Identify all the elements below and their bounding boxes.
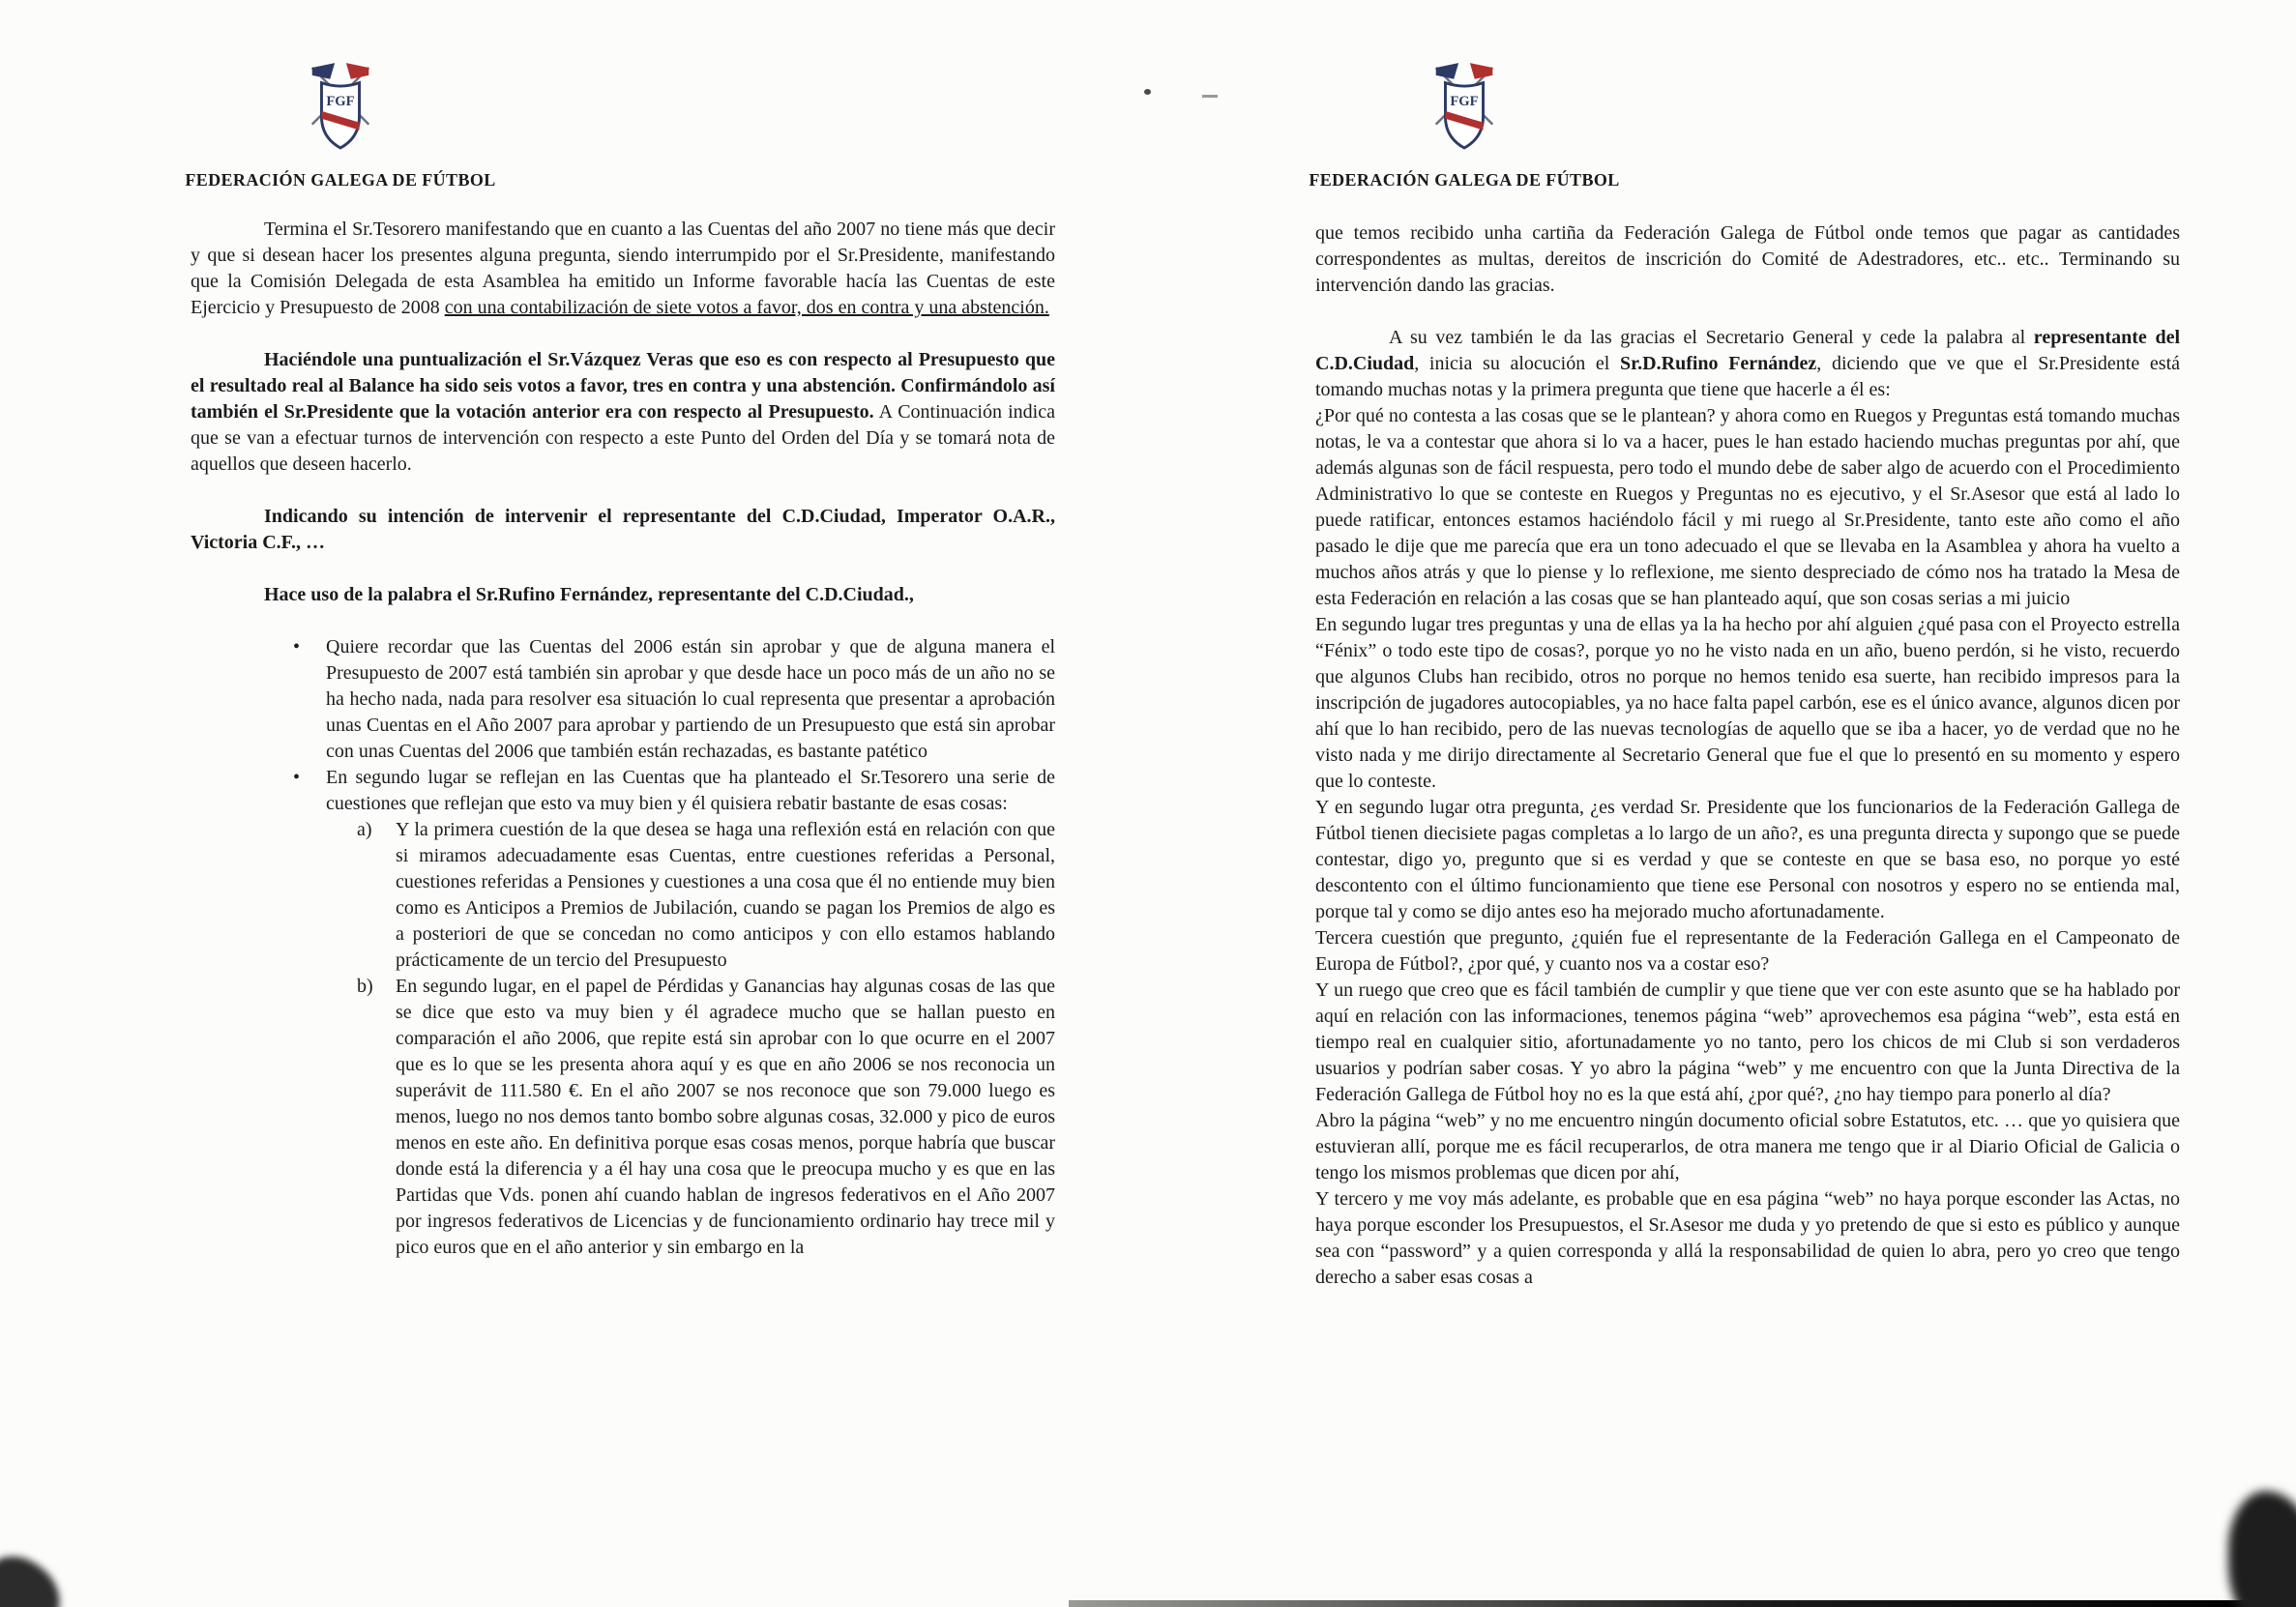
text-run: , diciendo que ve que el Sr.Presidente está tomando muchas notas y la primera pregunta que tiene que hacerle a él es: bbox=[1315, 353, 2181, 400]
text-run: Tercera cuestión que pregunto, ¿quién fue el representante de la Federación Gallega en el Campeonato de Europa de Fútbol?, ¿por qué, y cuanto nos va a costar eso? bbox=[1315, 927, 2180, 975]
paragraph bbox=[191, 217, 1055, 321]
paragraph bbox=[1315, 795, 2180, 925]
text-run: Sr.D.Rufino Fernández bbox=[1620, 353, 1817, 374]
text-run: Termina el Sr.Tesorero manifestando que en cuanto a las Cuentas del año 2007 no tiene más que decir y que si desean hacer los presentes alguna pregunta, siendo interrumpido por el Sr.Presidente, manifestando que la Comisión Delegada de esta Asamblea ha emitido un Informe favorable hacía las Cuentas de este Ejercicio y Presupuesto de 2008 bbox=[191, 219, 1055, 318]
text-run: Quiere recordar que las Cuentas del 2006 están sin aprobar y que de alguna manera el Presupuesto de 2007 está también sin aprobar y que desde hace un poco más de un año no se ha hecho nada, nada para resolver esa situación lo cual representa que presentar a aprobación unas Cuentas en el Año 2007 para aprobar y partiendo de un Presupuesto que está sin aprobar con unas Cuentas del 2006 que también están rechazadas, es bastante patético bbox=[326, 636, 1055, 762]
text-run: Y la primera cuestión de la que desea se haga una reflexión está en relación con que si miramos adecuadamente esas Cuentas, entre cuestiones referidas a Personal, cuestiones referidas a Pensiones y cuestiones a una cosa que él no entiende muy bien como es Anticipos a Premios de Jubilación, cuando se pagan los Premios de algo es a posteriori de que se concedan no como anticipos y con ello estamos hablando prácticamente de un tercio del Presupuesto bbox=[396, 819, 1055, 971]
text-run: que temos recibido unha cartiña da Federación Galega de Fútbol onde temos que pagar as cantidades correspondentes as multas, dereitos de inscrición do Comité de Adestradores, etc.. etc.. Terminando su intervención dando las gracias. bbox=[1315, 222, 2180, 296]
org-name: FEDERACIÓN GALEGA DE FÚTBOL bbox=[185, 170, 496, 190]
bullet-marker: • bbox=[293, 767, 301, 788]
paragraph bbox=[191, 504, 1055, 556]
bullet-item bbox=[191, 634, 1055, 765]
text-run: Y en segundo lugar otra pregunta, ¿es verdad Sr. Presidente que los funcionarios de la Federación Gallega de Fútbol tienen diecisiete pagas completas a lo largo de un año?, es una pregunta directa y supongo que se puede contestar, digo yo, pregunto que si es verdad y que se conteste en que se basa eso, no porque yo esté descontento con el último funcionamiento que tiene ese Personal con nosotros y espero no se entienda mal, porque tal y como se dijo antes eso ha mejorado mucho afortunadamente. bbox=[1315, 797, 2180, 922]
paragraph bbox=[191, 347, 1055, 478]
scan-artifact-top-dot bbox=[1144, 89, 1151, 95]
paragraph bbox=[1315, 325, 2180, 403]
paragraph bbox=[1315, 978, 2180, 1108]
paragraph bbox=[1315, 612, 2180, 795]
bullet-item bbox=[191, 765, 1055, 817]
text-run: Hace uso de la palabra el Sr.Rufino Fernández, representante del C.D.Ciudad., bbox=[264, 584, 914, 605]
paragraph bbox=[1315, 403, 2180, 612]
fgf-crest-icon bbox=[1425, 54, 1504, 162]
text-run: ¿Por qué no contesta a las cosas que se le plantean? y ahora como en Ruegos y Preguntas está tomando muchas notas, le va a contestar que ahora si lo va a hacer, pues le han estado haciendo muchas preguntas por ahí, que además algunas son de fácil respuesta, pero todo el mundo debe de saber algo de acuerdo con el Procedimiento Administrativo lo que se conteste en Ruegos y Preguntas no es ejecutivo, y el Sr.Asesor que está al lado lo puede ratificar, entonces estamos haciéndolo fácil y mi ruego al Sr.Presidente, tanto este año como el año pasado le dije que me parecía que era un tono adecuado el que se llevaba en la Asamblea y ahora ha vuelto a muchos años atrás y que lo piense y lo reflexione, me siento despreciado de cómo nos ha tratado la Mesa de esta Federación en relación a las cosas que se han planteado aquí, que son cosas serias a mi juicio bbox=[1315, 405, 2180, 609]
text-run: A Continuación indica que se van a efectuar turnos de intervención con respecto a este Punto del Orden del Día y se tomará nota de aquellos que deseen hacerlo. bbox=[191, 401, 1055, 475]
page-right-body bbox=[1315, 220, 2180, 1291]
svg-text:FGF: FGF bbox=[1450, 94, 1479, 110]
page-right bbox=[1148, 0, 2296, 1607]
org-name: FEDERACIÓN GALEGA DE FÚTBOL bbox=[1309, 170, 1620, 190]
text-run: Indicando su intención de intervenir el representante del C.D.Ciudad, Imperator O.A.R., Victoria C.F., … bbox=[191, 506, 1055, 553]
svg-text:FGF: FGF bbox=[326, 94, 355, 110]
paragraph bbox=[191, 582, 1055, 608]
lettered-item bbox=[191, 817, 1055, 974]
paragraph bbox=[1315, 925, 2180, 978]
text-run: Y tercero y me voy más adelante, es probable que en esa página “web” no haya porque esconder las Actas, no haya porque esconder los Presupuestos, el Sr.Asesor me duda y yo pretendo de que si esto es público y aunque sea con “password” y a quien corresponda y allá la responsabilidad de quien lo abra, pero yo creo que tengo derecho a saber esas cosas a bbox=[1315, 1188, 2180, 1288]
bullet-marker: • bbox=[293, 636, 301, 657]
scan-artifact-top-dash bbox=[1202, 95, 1218, 98]
paragraph bbox=[1315, 1186, 2180, 1291]
text-run: A su vez también le da las gracias el Secretario General y cede la palabra al bbox=[1389, 327, 2034, 348]
lettered-item bbox=[191, 974, 1055, 1261]
text-run: En segundo lugar tres preguntas y una de ellas ya la ha hecho por ahí alguien ¿qué pasa con el Proyecto estrella “Fénix” o todo este tipo de cosas?, porque yo no he visto nada en un año, bueno perdón, si he visto, recuerdo que algunos Clubs han recibido, otros no porque no hemos tenido esa suerte, han recibido impresos para la inscripción de jugadores autocopiables, ya no hace falta papel carbón, ese es el único avance, algunos dicen por ahí que lo han recibido, pero de las nuevas tecnologías de aquello que se iba a hacer, yo de verdad que no he visto nada y me dirijo directamente al Secretario General que fue el que lo presentó en su momento y espero que lo conteste. bbox=[1315, 614, 2180, 792]
text-run: En segundo lugar se reflejan en las Cuentas que ha planteado el Sr.Tesorero una serie de cuestiones que reflejan que esto va muy bien y él quisiera rebatir bastante de esas cosas: bbox=[326, 767, 1055, 814]
page-right-header bbox=[1309, 54, 1620, 190]
paragraph bbox=[1315, 220, 2180, 299]
page-left-header bbox=[185, 54, 496, 190]
item-letter-label: b) bbox=[357, 976, 373, 997]
scan-artifact-bottom-right bbox=[2228, 1491, 2296, 1607]
text-run: Haciéndole una puntualización el Sr.Vázquez Veras que eso es con respecto al Presupuesto que el resultado real al Balance ha sido seis votos a favor, tres en contra y una abstención. Confirmándolo así también el Sr.Presidente que la votación anterior era con respecto al Presupuesto. bbox=[191, 349, 1055, 423]
text-run: En segundo lugar, en el papel de Pérdidas y Ganancias hay algunas cosas de las que se dice que esto va muy bien y él agradece mucho que se hallan puesto en comparación el año 2006, que repite está sin aprobar con lo que ocurre en el 2007 que es lo que se les presenta ahora aquí y es que en año 2006 se nos reconocia un superávit de 111.580 €. En el año 2007 se nos reconoce que son 79.000 luego es menos, luego no nos demos tanto bombo sobre algunas cosas, 32.000 y pico de euros menos en este año. En definitiva porque esas cosas menos, porque habría que buscar donde está la diferencia y a él hay una cosa que le preocupa mucho y es que en las Partidas que Vds. ponen ahí cuando hablan de ingresos federativos en el Año 2007 por ingresos federativos de Licencias y de funcionamiento ordinario hay trece mil y pico euros que en el año anterior y sin embargo en la bbox=[396, 976, 1055, 1258]
paragraph bbox=[1315, 1108, 2180, 1186]
text-run: Y un ruego que creo que es fácil también de cumplir y que tiene que ver con este asunto que se ha hablado por aquí en relación con las informaciones, tenemos página “web” aprovechemos esa página “web”, esta está en tiempo real en cualquier sitio, afortunadamente yo no tanto, pero los chicos de mi Club si son verdaderos usuarios y podrían saber cosas. Y yo abro la página “web” y me encuentro con que la Junta Directiva de la Federación Gallega de Fútbol hoy no es la que está ahí, ¿por qué?, ¿no hay tiempo para ponerlo al día? bbox=[1315, 979, 2180, 1105]
page-left-body bbox=[191, 217, 1055, 1261]
text-run: , inicia su alocución el bbox=[1414, 353, 1621, 374]
item-letter-label: a) bbox=[357, 819, 372, 840]
scan-artifact-bottom-edge bbox=[1069, 1600, 2296, 1607]
text-run: Abro la página “web” y no me encuentro ningún documento oficial sobre Estatutos, etc. … que yo quisiera que estuvieran allí, porque me es fácil recuperarlos, de otra manera me tengo que ir al Diario Oficial de Galicia o tengo los mismos problemas que dicen por ahí, bbox=[1315, 1110, 2180, 1183]
text-run: representante del C.D.Ciudad bbox=[1315, 327, 2181, 374]
fgf-crest-icon bbox=[301, 54, 380, 162]
text-run: con una contabilización de siete votos a favor, dos en contra y una abstención. bbox=[444, 297, 1049, 318]
